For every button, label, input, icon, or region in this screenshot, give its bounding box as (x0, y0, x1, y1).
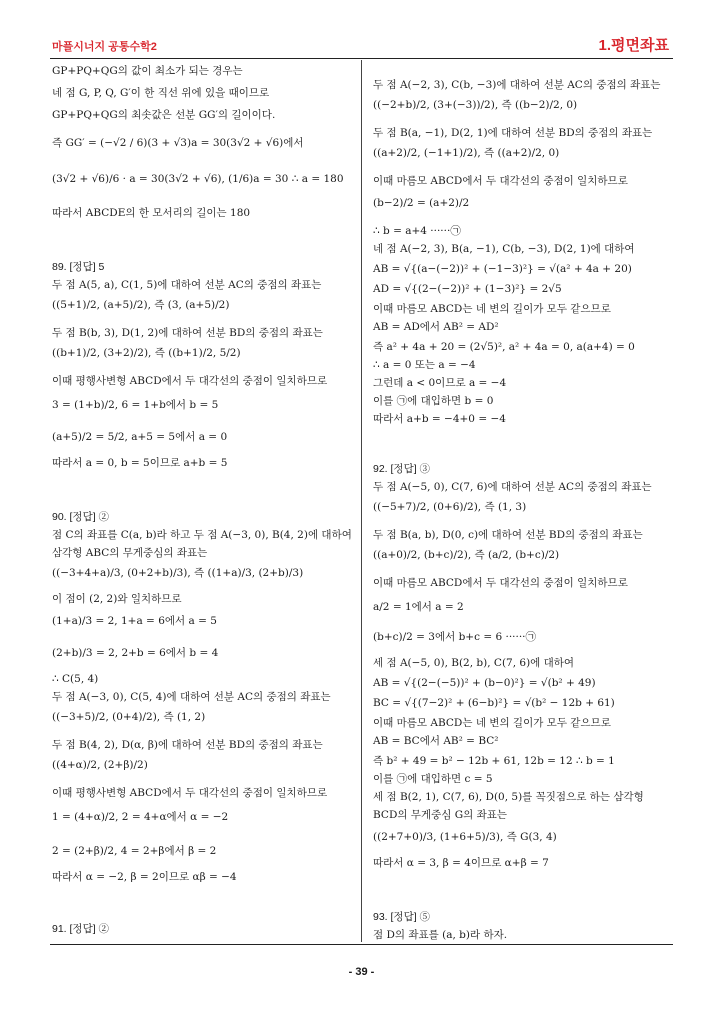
solution-line: ((a+2)/2, (−1+1)/2), 즉 ((a+2)/2, 0) (373, 147, 560, 159)
solution-line: 이때 마름모 ABCD에서 두 대각선의 중점이 일치하므로 (373, 577, 628, 589)
solution-line: ∴ C(5, 4) (52, 673, 99, 685)
solution-line: 이때 마름모 ABCD에서 두 대각선의 중점이 일치하므로 (373, 175, 628, 187)
solution-line: 이때 평행사변형 ABCD에서 두 대각선의 중점이 일치하므로 (52, 787, 328, 799)
solution-line: BCD의 무게중심 G의 좌표는 (373, 809, 508, 821)
answer-heading: 90. [정답] ② (52, 511, 110, 523)
solution-line: 즉 GG′ = (−√2 / 6)(3 + √3)a = 30(3√2 + √6)에서 (52, 137, 304, 149)
solution-line: ((b+1)/2, (3+2)/2), 즉 ((b+1)/2, 5/2) (52, 347, 241, 359)
solution-line: 두 점 A(−3, 0), C(5, 4)에 대하여 선분 AC의 중점의 좌표는 (52, 691, 331, 703)
solution-line: 이때 마름모 ABCD는 네 변의 길이가 모두 같으므로 (373, 717, 611, 729)
solution-line: (b−2)/2 = (a+2)/2 (373, 197, 470, 209)
solution-line: 따라서 α = −2, β = 2이므로 αβ = −4 (52, 871, 237, 883)
solution-line: 삼각형 ABC의 무게중심의 좌표는 (52, 547, 208, 559)
solution-line: 따라서 α = 3, β = 4이므로 α+β = 7 (373, 857, 549, 869)
solution-line: 두 점 B(a, −1), D(2, 1)에 대하여 선분 BD의 중점의 좌표는 (373, 127, 653, 139)
solution-line: 세 점 A(−5, 0), B(2, b), C(7, 6)에 대하여 (373, 657, 575, 669)
solution-line: AB = AD에서 AB² = AD² (373, 321, 499, 333)
solution-line: 네 점 G, P, Q, G′이 한 직선 위에 있을 때이므로 (52, 87, 270, 99)
solution-line: 네 점 A(−2, 3), B(a, −1), C(b, −3), D(2, 1)에 대하여 (373, 243, 635, 255)
solution-line: 즉 a² + 4a + 20 = (2√5)², a² + 4a = 0, a(a+4) = 0 (373, 341, 635, 353)
book-title: 마플시너지 공통수학2 (52, 41, 157, 53)
solution-line: 1 = (4+α)/2, 2 = 4+α에서 α = −2 (52, 811, 229, 823)
solution-line: AB = √{(2−(−5))² + (b−0)²} = √(b² + 49) (373, 677, 596, 689)
solution-line: 이 점이 (2, 2)와 일치하므로 (52, 593, 182, 605)
page-number: - 39 - (348, 966, 375, 978)
solution-line: 이때 마름모 ABCD는 네 변의 길이가 모두 같으므로 (373, 303, 611, 315)
solution-line: 점 D의 좌표를 (a, b)라 하자. (373, 929, 508, 941)
solution-line: 이를 ㉠에 대입하면 b = 0 (373, 395, 494, 407)
solution-line: GP+PQ+QG의 최솟값은 선분 GG′의 길이이다. (52, 109, 276, 121)
solution-line: (b+c)/2 = 3에서 b+c = 6 ······㉠ (373, 631, 537, 643)
footer-rule (50, 944, 673, 945)
solution-line: AB = √{(a−(−2))² + (−1−3)²} = √(a² + 4a + 20) (373, 263, 632, 275)
solution-line: 두 점 B(4, 2), D(α, β)에 대하여 선분 BD의 중점의 좌표는 (52, 739, 323, 751)
solution-line: 두 점 B(a, b), D(0, c)에 대하여 선분 BD의 중점의 좌표는 (373, 529, 643, 541)
solution-line: 두 점 B(b, 3), D(1, 2)에 대하여 선분 BD의 중점의 좌표는 (52, 327, 323, 339)
solution-line: ∴ a = 0 또는 a = −4 (373, 359, 476, 371)
solution-line: (3√2 + √6)/6 · a = 30(3√2 + √6), (1/6)a = 30 ∴ a = 180 (52, 173, 344, 185)
solution-line: ((a+0)/2, (b+c)/2), 즉 (a/2, (b+c)/2) (373, 549, 560, 561)
solution-line: (2+b)/3 = 2, 2+b = 6에서 b = 4 (52, 647, 219, 659)
solution-line: ((4+α)/2, (2+β)/2) (52, 759, 148, 771)
solution-line: ((−3+4+a)/3, (0+2+b)/3), 즉 ((1+a)/3, (2+b)/3) (52, 567, 304, 579)
answer-heading: 93. [정답] ⑤ (373, 911, 431, 923)
solution-line: 두 점 A(−2, 3), C(b, −3)에 대하여 선분 AC의 중점의 좌표는 (373, 79, 661, 91)
solution-line: ((5+1)/2, (a+5)/2), 즉 (3, (a+5)/2) (52, 299, 230, 311)
column-divider (361, 60, 362, 942)
solution-line: ((−3+5)/2, (0+4)/2), 즉 (1, 2) (52, 711, 206, 723)
solution-line: 따라서 ABCDE의 한 모서리의 길이는 180 (52, 207, 251, 219)
solution-line: 두 점 A(−5, 0), C(7, 6)에 대하여 선분 AC의 중점의 좌표는 (373, 481, 652, 493)
solution-line: 2 = (2+β)/2, 4 = 2+β에서 β = 2 (52, 845, 217, 857)
solution-line: 따라서 a+b = −4+0 = −4 (373, 413, 506, 425)
solution-line: ((−2+b)/2, (3+(−3))/2), 즉 ((b−2)/2, 0) (373, 99, 578, 111)
solution-line: 점 C의 좌표를 C(a, b)라 하고 두 점 A(−3, 0), B(4, 2)에 대하여 (52, 529, 352, 541)
solution-line: 이때 평행사변형 ABCD에서 두 대각선의 중점이 일치하므로 (52, 375, 328, 387)
answer-heading: 91. [정답] ② (52, 923, 110, 935)
solution-line: 세 점 B(2, 1), C(7, 6), D(0, 5)를 꼭짓점으로 하는 삼각형 (373, 791, 644, 803)
header-rule (50, 58, 673, 59)
solution-line: 두 점 A(5, a), C(1, 5)에 대하여 선분 AC의 중점의 좌표는 (52, 279, 322, 291)
solution-line: ((2+7+0)/3, (1+6+5)/3), 즉 G(3, 4) (373, 831, 557, 843)
solution-line: 이를 ㉠에 대입하면 c = 5 (373, 773, 493, 785)
solution-line: AB = BC에서 AB² = BC² (373, 735, 499, 747)
solution-line: BC = √{(7−2)² + (6−b)²} = √(b² − 12b + 61) (373, 697, 615, 709)
solution-line: AD = √{(2−(−2))² + (1−3)²} = 2√5 (373, 283, 562, 295)
solution-line: 따라서 a = 0, b = 5이므로 a+b = 5 (52, 457, 228, 469)
solution-line: (a+5)/2 = 5/2, a+5 = 5에서 a = 0 (52, 431, 228, 443)
answer-heading: 92. [정답] ③ (373, 463, 431, 475)
solution-line: 3 = (1+b)/2, 6 = 1+b에서 b = 5 (52, 399, 219, 411)
solution-line: GP+PQ+QG의 값이 최소가 되는 경우는 (52, 65, 243, 77)
chapter-title: 1.평면좌표 (598, 37, 669, 54)
solution-line: 즉 b² + 49 = b² − 12b + 61, 12b = 12 ∴ b = 1 (373, 755, 615, 767)
solution-line: ∴ b = a+4 ······㉠ (373, 225, 461, 237)
solution-line: ((−5+7)/2, (0+6)/2), 즉 (1, 3) (373, 501, 527, 513)
solution-line: 그런데 a < 0이므로 a = −4 (373, 377, 507, 389)
solution-line: a/2 = 1에서 a = 2 (373, 601, 464, 613)
solution-line: (1+a)/3 = 2, 1+a = 6에서 a = 5 (52, 615, 217, 627)
answer-heading: 89. [정답] 5 (52, 261, 105, 273)
